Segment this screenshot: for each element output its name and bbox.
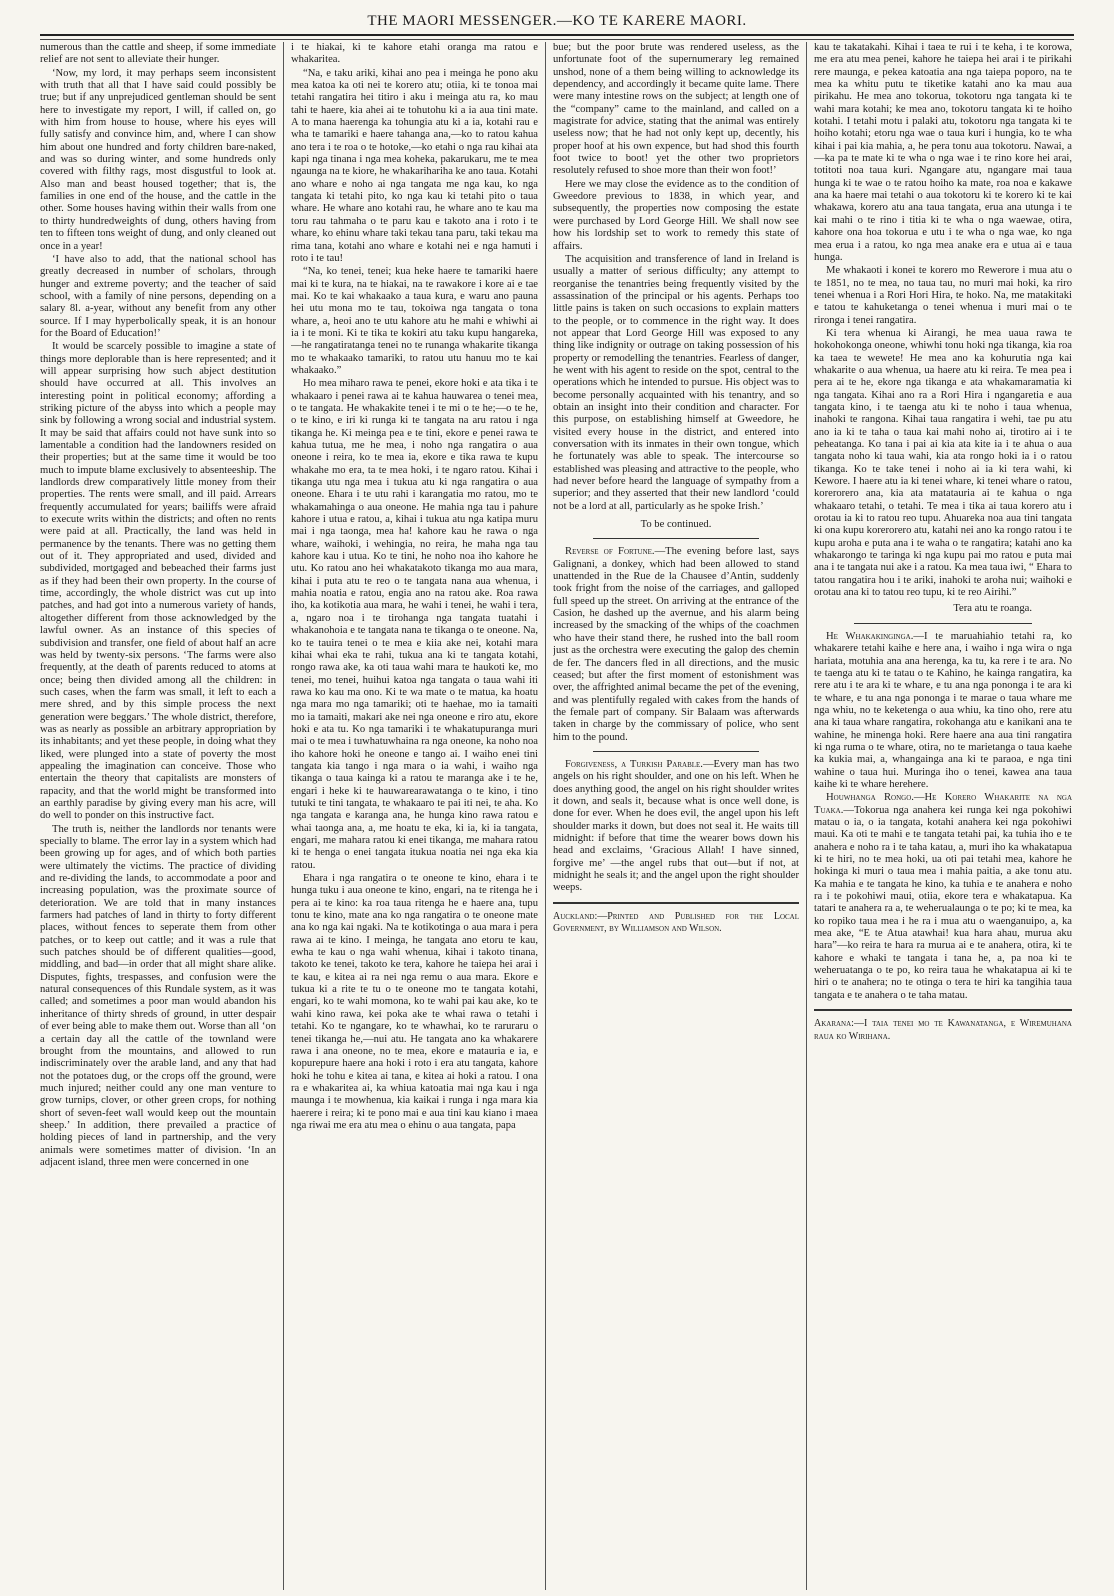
article-text: —Tokorua nga anahera kei runga kei nga pokohiwi matau o ia, o ia tangata, kotahi anahera kei nga pokohiwi maui. Ka oti te mahi e te tangata tetahi pai, ka tuhia iho e te anahera e noho ra i te taha katau, a, muri iho ka whakatapua ki te hiri, no te mea hoki, ua oti pai tetahi mea, kahore he hokinga ki muri o taua mea i mahia paitia, a ake tonu atu. Ka mahia e te tangata he kino, ka tuhia e te anahera e noho ra i te pokohiwi maui, otiia, ekore tera e whakatapua. Ka tatari te anahera ra a, te weherualaunga o te po; ki te mea, ka ko ropiko taua mea i he ra i mua atu o waenganuipo, a, ka mea ake, “E te Atua atawhai! kua hara ahau, murua aku hara”—ko reira te hara ra murua ai e te anahera, otira, ki te kahore e whaki te tangata i tana he, a, pa noa ki te weheruatanga o te po, ko reira taua he whakatapua ai ki te hiri o te anahera; no te otinga o tera te hiri ka tangihia taua tangata e te anahera o te taha matau. [814, 804, 1072, 1001]
paragraph: It would be scarcely possible to imagine a state of things more deplorable than is here represented; and it will appear surprising how such abject destitution should have occurred at all. This involves an interesting point in political economy; affording a striking picture of the abyss into which a people may sink by following a wrong social and industrial system. It may be said that affairs could not have sunk into so lamentable a condition had the landowners resided on their properties; but at the same time it would be too much to impute blame exclusively to absenteeship. The landlords drew comparatively little money from their properties. The rents were small, and ill paid. Arrears frequently accumulated for years; bailiffs were afraid to execute writs within the districts; and often no rents were paid at all. Practically, the land was held in permanence by the tenants. There was no getting them out of it. They appropriated and used, divided and subdivided, mortgaged and bebeached their farms just as if they had been their own property. In the course of time, accordingly, the whole district was cut up into patches, and had got into a numerous variety of hands, altogether different from those acknowledged by the lawful owner. As an instance of this species of subdivision and transfer, one field of about half an acre was held by twenty-six persons. ‘The farms were also frequently, at the death of parents reduced to atoms at once; being then divided among all the children: in such cases, when the farm was small, it left to each a mere shred, and by this simple process the next generation were beggars.’ The whole district, therefore, was as nearly as possible an arbitrary appropriation by its inhabitants; and yet these people, in doing what they liked, were plunged into a state of poverty the most appealing the imagination can conceive. Those who entertain the theory that capitalists are monsters of rapacity, and that the world might be transformed into an earthly paradise by giving every man his acre, will do well to ponder on this instructive fact. [40, 341, 276, 822]
to-be-continued: To be continued. [640, 519, 712, 531]
masthead-title: THE MAORI MESSENGER.—KO TE KARERE MAORI. [367, 13, 747, 29]
article-text: —I te maruahiahio tetahi ra, ko whakarere tetahi kaihe e here ana, i waiho i nga wira o nga hariata, motuhia ana ana herenga, ka tu, ka rere i te ara. No te taenga atu ki te tatau o te Kahino, he kainga rangatira, ka rere atu i te ara ki te whare, e tu ana nga pononga i te ara ki te whare, e tu ana nga pononga i te marae o taua whare me nga whiu, no te keketenga o aua whiu, ka tino oho, rere atu ana ki taua whare rangatira, rokohanga atu e kanikani ana te wahine, he minenga hoki. Rere haere ana aua tini rangatira ki nga ruma o te whare, otira, no te marietanga o taua kaehe ka kukia mai, a, whangainga ana ki te paraoa, e nga tini wahine o taua hui. Muringa iho o tenei, kawea ana taua kaihe ki te whare herehere. [814, 630, 1072, 790]
column-1 [40, 42, 276, 1590]
article-heading: Reverse of Fortune. [565, 546, 655, 558]
section-divider [593, 751, 759, 752]
to-be-continued-maori: Tera atu te roanga. [953, 603, 1032, 615]
paragraph: Ehara i nga rangatira o te oneone te kino, ehara i te hunga tuku i aua oneone te kino, engari, na te ritenga he i pera ai te kino: ka roa taua ritenga he e haere ana, tupu tonu te kino, mate ana ko nga rangatira o te oneone mate ana ko nga kai ngaki. Na te kotikotinga o aua mara i pera rawa ai te kino. I meinga, he tangata ano etoru te kau, ewha te kau o nga wahi whenua, kihai i takoto tinana, takoto ke tenei, takoto ke tera, kahore he taiepa hei arai i te kau, e kitea ai ra nei nga remu o aua mara. Ekore e tukua ki a rite te tu o te oneone mo te tangata kotahi, engari, ko te wahi momona, ko te wahi pai kau ake, ko te wahi kino rawa, kei poka ake te whai rawa o tetahi i tetahi. Ko te ngangare, ko te whawhai, ko te raruraru o tenei tikanga he,—nui atu. He tangata ano ka whakarere rawa i ana oneone, no te mea, ekore e matauria e ia, e kopurepure haere ana hoki i roto i era atu tangata, kahore hoki he tohu e kitea ai tana, e kitea ai hoki a ratou. I ona ra e whakaritea ai, ka whiua katoatia mai nga kau i nga maunga i te mowhenua, kia kaikai i runga i nga mara kia haerere i reira; ki te pono mai e aua tini kau kiano i maea nga riwai me era atu mea o ehinu o aua tangata, papa [291, 873, 538, 1131]
imprint-divider [553, 902, 799, 904]
paragraph: Me whakaoti i konei te korero mo Rewerore i mua atu o te 1851, no te mea, no taua tau, no muri mai hoki, ka riro tenei whenua i a Rori Hori Hira, te hoko. Na, me matakitaki e tatou te kahuketanga o tenei whenua i muri mai o te rironga i tenei rangatira. [814, 265, 1072, 326]
paragraph: “Na, e taku ariki, kihai ano pea i meinga he pono aku mea katoa ka oti nei te korero atu; otiia, ki te tonoa mai tetahi rangatira hei titiro i aku i meinga atu ra, ko mau tahi te haere, kia ahei ai te tohutohu ki a ia aua tini mate. A to mana haerenga ka tohungia atu ki a ia, kotahi rau e wha te tamariki e haere tahanga ana,—ko to ratou kahua ano tera i te roa o te hotoke,—ko etahi o nga rau kihai ata kapi nga tinana i nga mea koheka, pakarukaru, me te mea ngaunga na te kiore, he whakarihariha ke ano taua. Kotahi ano whare e noho ai nga tangata me nga kau, ko nga tangata ki tetahi pito, ko nga kau ki tetahi pito o taua whare. He whare ano kotahi rau, he whare ano te kau ma toru rau tahmaha o te paru kau e takoto ana i roto i te whare, ko ehinu whare taki tekau tana paru, taki tekau ma rima tana, kotahi ano whare e kotahi nei e nga hamuti i roto i te tau! [291, 67, 538, 264]
column-divider-3 [806, 42, 807, 1590]
paragraph: bue; but the poor brute was rendered useless, as the unfortunate foot of the supernumerary leg remained unshod, none of a them being willing to acknowledge its dependency, and accordingly it became quite lame. There were many intestine rows on the subject; at length one of the “company” came to the mainland, and called on a magistrate for advice, stating that the animal was entirely useless now; that he had not only kept up, decently, his proper hoof at his own expence, but had shod this fourth foot twice to boot! yet the other two proprietors resolutely refused to shoe more than their won foot!’ [553, 42, 799, 177]
imprint-maori: Akarana:—I taia tenei mo te Kawanatanga, e Wiremuhana raua ko Wirihana. [814, 1018, 1072, 1042]
paragraph: “Na, ko tenei, tenei; kua heke haere te tamariki haere mai ki te kura, na te hiakai, na te rawakore i kore ai e tae mai. Ko te kai whakaako a taua kura, e waru ano pauna hei utu mona mo te tau, tokoiwa nga tangata o tona whare, a, heoi ano te utu kahore atu he mahi e whiwhi ai ia i te moni. Ki te tika te kokiri atu taku kupu hangareka,—he rangatiratanga tenei no te runanga whakarite tikanga mo te whakaako tamariki, to ratou utu hanuu mo te kai whakaako.” [291, 266, 538, 376]
paragraph: Here we may close the evidence as to the condition of Gweedore previous to 1838, in which year, and subsequently, the properties now composing the estate were purchased by Lord George Hill. We shall now see how his lordship set to work to remedy this state of affairs. [553, 178, 799, 252]
article-text: —The evening before last, says Galignani, a donkey, which had been allowed to stand unattended in the Rue de la Chausee d’Antin, suddenly took fright from the noise of the carriages, and galloped full speed up the street. On arriving at the entrance of the Casion, he dashed up the avernue, and his alarm being increased by the smacking of the whips of the coachmen who have their stand there, he rushed into the ball room just as the orchestra were executing the galop des chemin de fer. The dancers fled in all directions, and the music ceased; but after the first moment of estonishment was over, the affrighted animal became the pet of the evening, and was plentifully regaled with cakes from the hands of the female part of company. Sir Balaam was afterwards taken in charge by the commissary of police, who sent him to the pound. [553, 546, 799, 743]
imprint-divider [814, 1009, 1072, 1011]
column-3 [553, 42, 799, 1590]
article-text: —Every man has two angels on his right shoulder, and one on his left. When he does anything good, the angel on his right shoulder writes it down, and seals it, because what is once well done, is done for ever. When he does evil, the angel upon his left shoulder marks it down, but does not seal it. He waits till midnight: if before that time the wearer bows down his head and exclaims, ‘Gracious Allah! I have sinned, forgive me’ —the angel rubs that out—but if not, at midnight he seals it; and the angel upon the right shoulder weeps. [553, 758, 799, 894]
whakakinga-article [814, 631, 1072, 791]
article-heading: Forgiveness, a Turkish Parable. [565, 758, 703, 770]
paragraph: Ki tera whenua ki Airangi, he mea uaua rawa te hokohokonga oneone, whiwhi tonu hoki nga tikanga, kia roa ka taea te wewete! He mea ano ka kohurutia nga kai whakarite o aua whenua, ua haere atu ki reira. Te mea pea i pera ai te he, ekore nga tikanga e ata whakamaramatia ki nga tangata. Kihai ano ra a Rori Hira i ngangaretia e aua tangata kino, i te taenga atu ki te noho i taua whenua, inahoki te rangona. Kihai taua rangatira i wehi, tae pu atu ano ia ki te taha o taua kai mahi noho ai, tirotiro ai i te peheatanga. Ko tana i pai ai kia ata kite ia i te ahua o aua tangata noho ki taua wahi, kia ata rongo hoki ia i o ratou tikanga. Ko te take tenei i noho ai ia ki tera wahi, ki Kewore. I haere atu ia ki tenei whare, ki tenei whare o ratou, korerorero ana, kia ata matatauria ai te kahua o nga whakaaro tetahi, o tetahi. Te mea i tika ai taua korero atu i orotau ia ki to ratou reo tupu. Ahuareka noa aua tini tangata ki ona kupu korerorero atu, katahi nei ano ka rongo ratou i te kupu aroha e puta ana i te waha o te rangatira; katahi ano ka whakarongo te taringa ki nga kupu pai mo ratou e puta mai ana i te tangata nui ake i a ratou. Ka mea taua iwi, “ Ehara to tatou rangatira hou i te ariki, inahoki te aroha nui; waihoki e orotau ana ki to tatou reo tupu, ki te reo Airihi.” [814, 327, 1072, 599]
column-2 [291, 42, 538, 1590]
paragraph: numerous than the cattle and sheep, if some immediate relief are not sent to alleviate their hunger. [40, 42, 276, 66]
paragraph: kau te takatakahi. Kihai i taea te rui i te keha, i te korowa, me era atu mea penei, kahore he taiepa hei arai i te pirikahi rere maunga, e pekea katoatia ana nga taiepa poporo, na te mea ka whitu putu te tiketike katahi ano ka mau aua pirikahu. He mea ano tokorua, tokotoru nga tangata ki te wahi mara kotahi; ke mea ano, tokotoru tangata ki te hoiho kotahi. I tetahi motu i palaki atu, tokotoru nga tangata ki te hoiho kotahi; etoru nga wae o taua kuri i hungia, ko te wha kihai i pai kia mahia, a, he pera tonu aua tokotoru. Nawai, a—ka pa te mate ki te wha o nga wae i te rino kore hei arai, totitoti noa taua kuri. Ngangare atu, ngangare mai taua hunga ki te wae o te ratou hoiho ka mate, roa noa e kakawe ana ka haere mai tetahi o aua tokotoru ki te korero ki te kai whakawa, korero atu ana taua tangata, erua ana utunga i te kai mahi o te rino i titia ki te wha o nga waewae, otira, kahore ona hoa tokorua e utu i te wha o nga wae, ko nga mea erua i a ratou, ko nga mea anake era e utua ai e taua hunga. [814, 42, 1072, 263]
article-heading: Houwhanga Rongo.—He Korero Whakarite na nga Tuaka. [814, 792, 1072, 816]
page-header [40, 6, 1074, 36]
paragraph: The acquisition and transference of land in Ireland is usually a matter of serious difficulty; any attempt to reorganise the tenantries being frequently visited by the assassination of the principal or his agents. Perhaps too little pains is taken on such occasions to explain matters to the people, or to commence in the right way. It does not appear that Lord George Hill was exposed to any thing like indignity or outrage on taking possession of his property or remodelling the tenantries. Fearless of danger, he went with his agent to reside on the spot, central to the operations which he intended to pursue. His object was to become personally acquainted with his tenantry, and so obtain an insight into their condition and character. For this purpose, on establishing himself at Gweedore, he visited every house in the district, and entered into conversation with its inmates in their own tongue, which he fortunately was able to speak. The intercourse so established was pleasing and attractive to the people, who had never before heard the language of sympathy from a superior; and they asserted that their new landlord ‘could not be a lord at all, particularly as he spoke Irish.’ [553, 253, 799, 512]
header-rule-thin [40, 39, 1074, 40]
column-divider-1 [283, 42, 284, 1590]
paragraph: ‘I have also to add, that the national school has greatly decreased in number of scholars, through hunger and extreme poverty; and the teacher of said school, with a family of nine persons, depending on a salary 8l. a-year, without any benefit from any other source. If I may hyperbolically speak, it is an honour for the Board of Education!’ [40, 253, 276, 339]
forgiveness-article [553, 759, 799, 895]
paragraph: i te hiakai, ki te kahore etahi oranga ma ratou e whakaritea. [291, 42, 538, 66]
article-heading: He Whakakinginga. [826, 630, 914, 642]
paragraph: Ho mea miharo rawa te penei, ekore hoki e ata tika i te whakaaro i penei rawa ai te kahua hauwarea o tenei mea, o te tangata. He whakakite tenei i te mi o te he;—o te he, o te kino, e iri ki runga ki te tangata na aru ratou i nga tikanga he. Ki meinga pea e te tini, ekore e penei rawa te kahua tutua, me he mea, i noho nga rangatira o aua oneone i reira, ko te mea ia, ekore e tika rawa te kupu whakahe mo era, ta te mea hoki, i te ngaro ratou. Kihai i tikanga utu nga mea i tukua atu ki nga rangatira o aua oneone. Ehara i te utu rahi i karangatia mo ratou, mo te whakamahinga o aua oneone. He mahia nga tau i pahure kahore i utua e ratou, a, kihai i tukua atu nga katipa muru mai i nga taonga, mea ha! kahore kau he rawa o nga whare, waihoki, i wehingia, no reira, he maha nga tau kahore kau i utua. Ko te tini, he noho noa iho kahore he utu. Ko ratou ano hei whakatakoto tikanga mo aua mara, kihai i puta atu te reo o te tangata nana aua whenua, i mahia noatia e ratou, engia ano na ratou ake. Roa rawa iho, ka kotikotia aua mara, he wahi i tenei, he wahi i tera, a, ngaro noa i te tirohanga nga tangata tuatahi i whakanohoia e te tangata nana te tikanga o te oneone. Na, ko te tauira tenei o te mea e kiia ake nei, kotahi mara kihai whai eka te rahi, tukua ana ki te tangata kotahi, rongo rawa ake, ka oti taua wahi mara te haukoti ke, mo tenei, mo tenei, huihui katoa nga tangata o taua wahi iti rawa ko kau ma ono. Ki te wa mate o te matua, ka hoatu nga mara mo nga tamariki; oti te haehae, mo ia tamaiti mo ia tamaiti, makari ake nei nga oneone e riro atu, ekore hoki e ata tu. Ko nga tamariki i te whakatupuranga muri mai o te mea i tuwhatuwhaina ra nga oneone, ka noho noa iho kahore hoki he oneone e tango ai. I waiho enei tini tangata kia tango i nga mara o ia wahi, i waiho nga tikanga o taua kainga ki a ratou te maranga ake i te he, engari i heke ki te hauwarearawatanga o te kino, i tino tutuki te tini tangata, te whakaaro te pai iti nei, te aha. Ko nga tangata e karanga ana, he hunga kino rawa ratou e whai taonga ana, a, me hoatu te eka, ki ia, ki ia tangata, engari, me mahara ratou ki enei tikanga, me mahara ratou ki te henga o enei tangata itukua noatia nei nga eka kia ratou. [291, 378, 538, 871]
column-4 [814, 42, 1072, 1590]
column-divider-2 [545, 42, 546, 1590]
section-divider [854, 623, 1032, 624]
section-divider [593, 538, 759, 539]
reverse-of-fortune-article [553, 546, 799, 744]
header-rule [40, 34, 1074, 36]
imprint: Auckland:—Printed and Published for the Local Government, by Williamson and Wilson. [553, 910, 799, 935]
houwhanga-article [814, 792, 1072, 1002]
paragraph: The truth is, neither the landlords nor tenants were specially to blame. The error lay in a system which had been growing up for ages, and of which both parties were ultimately the victims. The practice of dividing and re-dividing the lands, to accommodate a poor and increasing population, was the proximate source of deterioration. We are told that in many instances farmers had patches of land in thirty to forty different places, without fences to seperate them from other patches, or to keep out cattle; and it was a rule that such patches should be of different qualities—good, middling, and bad—in order that all might share alike. Disputes, fights, trespasses, and confusion were the natural consequences of this Rundale system, as it was called; and sometimes a poor man would abandon his inheritance of thirty shreds of ground, in utter despair of ever being able to make them out. Worse than all ‘on a certain day all the cattle of the townland were brought from the mountains, and allowed to run indiscriminately over the arable land, and any that had not the potatoes dug, or the crops off the ground, were much injured; neither could any one man venture to grow turnips, clover, or other green crops, for nothing short of seven-feet wall would keep out the mountain sheep.’ In addition, there prevailed a practice of holding pieces of land in partnership, and the very animals were sometimes matter of division. ‘In an adjacent island, three men were concerned in one [40, 823, 276, 1168]
paragraph: ‘Now, my lord, it may perhaps seem inconsistent with truth that all that I have said could possibly be true; but if any unprejudiced gentleman should be sent here to investigate my report, I will, if called on, go with him from house to house, where his eyes will fully satisfy and convince him, and, where I can show him about one hundred and forty children bare-naked, and was so during winter, and some hundreds only covered with filthy rags, most disgustful to look at. Also man and beast housed together; that is, the families in one end of the house, and the cattle in the other. Some houses having within their walls from one to thirty hundredweights of dung, others having from ten to fifteen tons weight of dung, and only cleaned out once in a year! [40, 67, 276, 252]
